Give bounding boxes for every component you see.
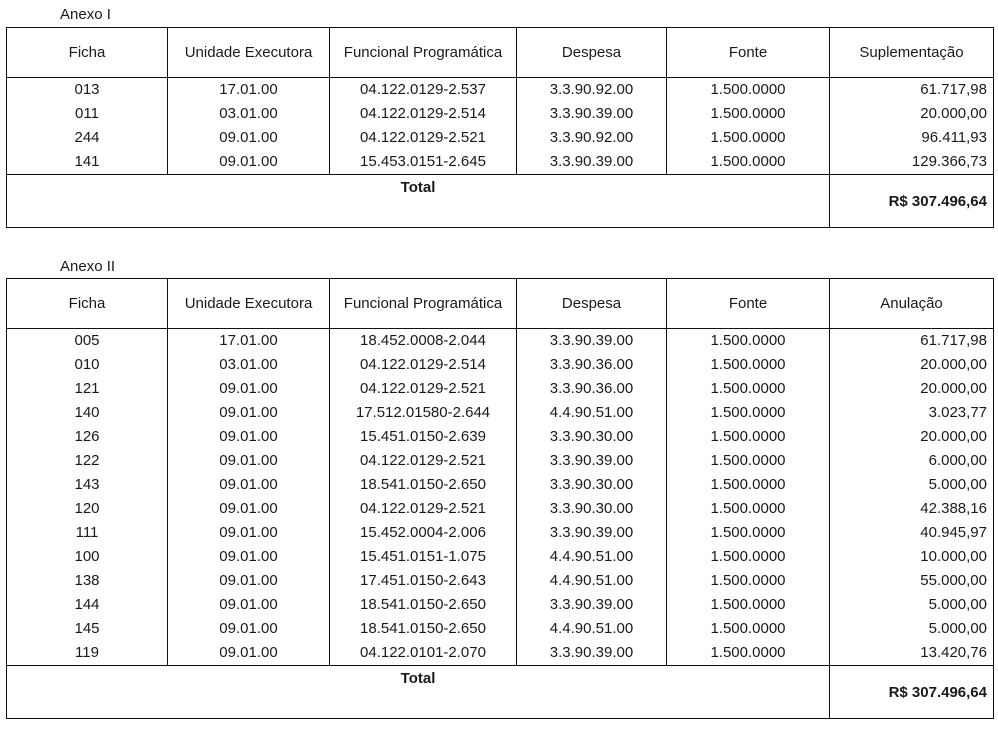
- unidade-cell: 03.01.00: [168, 102, 330, 126]
- ficha-cell: 011: [7, 102, 168, 126]
- fonte-cell: 1.500.0000: [667, 78, 830, 103]
- column-header-ficha: Ficha: [7, 279, 168, 329]
- fonte-cell: 1.500.0000: [667, 545, 830, 569]
- despesa-cell: 3.3.90.92.00: [517, 78, 667, 103]
- table-row: [7, 126, 994, 150]
- annex2-rows: [7, 329, 994, 666]
- funcional-cell: 15.452.0004-2.006: [330, 521, 517, 545]
- unidade-cell: 09.01.00: [168, 401, 330, 425]
- funcional-cell: 04.122.0129-2.521: [330, 126, 517, 150]
- column-header-unidade: Unidade Executora: [168, 279, 330, 329]
- despesa-cell: 3.3.90.39.00: [517, 641, 667, 666]
- fonte-cell: 1.500.0000: [667, 102, 830, 126]
- fonte-cell: 1.500.0000: [667, 521, 830, 545]
- ficha-cell: 143: [7, 473, 168, 497]
- funcional-cell: 15.451.0151-1.075: [330, 545, 517, 569]
- valor-cell: 20.000,00: [830, 377, 994, 401]
- table-row: [7, 593, 994, 617]
- fonte-cell: 1.500.0000: [667, 126, 830, 150]
- table-row: [7, 569, 994, 593]
- despesa-cell: 4.4.90.51.00: [517, 569, 667, 593]
- unidade-cell: 09.01.00: [168, 497, 330, 521]
- ficha-cell: 121: [7, 377, 168, 401]
- table-row: [7, 617, 994, 641]
- table-row: [7, 449, 994, 473]
- ficha-cell: 100: [7, 545, 168, 569]
- funcional-cell: 04.122.0129-2.537: [330, 78, 517, 103]
- fonte-cell: 1.500.0000: [667, 425, 830, 449]
- ficha-cell: 144: [7, 593, 168, 617]
- valor-cell: 61.717,98: [830, 78, 994, 103]
- despesa-cell: 3.3.90.36.00: [517, 377, 667, 401]
- despesa-cell: 3.3.90.39.00: [517, 449, 667, 473]
- fonte-cell: 1.500.0000: [667, 329, 830, 354]
- ficha-cell: 010: [7, 353, 168, 377]
- unidade-cell: 09.01.00: [168, 569, 330, 593]
- valor-cell: 129.366,73: [830, 150, 994, 175]
- despesa-cell: 3.3.90.30.00: [517, 497, 667, 521]
- column-header-suplementacao: Suplementação: [830, 28, 994, 78]
- ficha-cell: 120: [7, 497, 168, 521]
- fonte-cell: 1.500.0000: [667, 401, 830, 425]
- ficha-cell: 140: [7, 401, 168, 425]
- unidade-cell: 03.01.00: [168, 353, 330, 377]
- funcional-cell: 04.122.0129-2.521: [330, 497, 517, 521]
- funcional-cell: 04.122.0129-2.521: [330, 377, 517, 401]
- valor-cell: 40.945,97: [830, 521, 994, 545]
- fonte-cell: 1.500.0000: [667, 569, 830, 593]
- column-header-funcional: Funcional Programática: [330, 28, 517, 78]
- unidade-cell: 09.01.00: [168, 449, 330, 473]
- annex2-table: [6, 278, 994, 719]
- unidade-cell: 09.01.00: [168, 545, 330, 569]
- valor-cell: 10.000,00: [830, 545, 994, 569]
- fonte-cell: 1.500.0000: [667, 377, 830, 401]
- column-header-fonte: Fonte: [667, 279, 830, 329]
- valor-cell: 5.000,00: [830, 593, 994, 617]
- valor-cell: 55.000,00: [830, 569, 994, 593]
- ficha-cell: 138: [7, 569, 168, 593]
- despesa-cell: 3.3.90.30.00: [517, 425, 667, 449]
- column-header-despesa: Despesa: [517, 28, 667, 78]
- funcional-cell: 04.122.0129-2.514: [330, 353, 517, 377]
- fonte-cell: 1.500.0000: [667, 497, 830, 521]
- ficha-cell: 145: [7, 617, 168, 641]
- table-row: [7, 545, 994, 569]
- total-value: R$ 307.496,64: [830, 666, 994, 719]
- column-header-unidade: Unidade Executora: [168, 28, 330, 78]
- table-row: [7, 78, 994, 103]
- despesa-cell: 3.3.90.92.00: [517, 126, 667, 150]
- ficha-cell: 244: [7, 126, 168, 150]
- funcional-cell: 04.122.0101-2.070: [330, 641, 517, 666]
- table-row: [7, 377, 994, 401]
- unidade-cell: 17.01.00: [168, 78, 330, 103]
- table-row: [7, 473, 994, 497]
- despesa-cell: 4.4.90.51.00: [517, 401, 667, 425]
- annex1-caption: Anexo I: [60, 6, 111, 23]
- total-row: [7, 175, 994, 228]
- valor-cell: 5.000,00: [830, 473, 994, 497]
- funcional-cell: 04.122.0129-2.521: [330, 449, 517, 473]
- column-header-despesa: Despesa: [517, 279, 667, 329]
- total-row: [7, 666, 994, 719]
- funcional-cell: 15.453.0151-2.645: [330, 150, 517, 175]
- table-row: [7, 425, 994, 449]
- fonte-cell: 1.500.0000: [667, 150, 830, 175]
- despesa-cell: 3.3.90.30.00: [517, 473, 667, 497]
- fonte-cell: 1.500.0000: [667, 593, 830, 617]
- total-label: Total: [7, 175, 830, 228]
- header-row: [7, 279, 994, 329]
- despesa-cell: 3.3.90.39.00: [517, 102, 667, 126]
- valor-cell: 20.000,00: [830, 102, 994, 126]
- valor-cell: 3.023,77: [830, 401, 994, 425]
- valor-cell: 13.420,76: [830, 641, 994, 666]
- annex1-rows: [7, 78, 994, 175]
- column-header-fonte: Fonte: [667, 28, 830, 78]
- table-row: [7, 641, 994, 666]
- column-header-funcional: Funcional Programática: [330, 279, 517, 329]
- funcional-cell: 17.451.0150-2.643: [330, 569, 517, 593]
- funcional-cell: 15.451.0150-2.639: [330, 425, 517, 449]
- fonte-cell: 1.500.0000: [667, 641, 830, 666]
- unidade-cell: 09.01.00: [168, 593, 330, 617]
- annex1-table: [6, 27, 994, 228]
- ficha-cell: 005: [7, 329, 168, 354]
- table-row: [7, 150, 994, 175]
- table-row: [7, 102, 994, 126]
- ficha-cell: 013: [7, 78, 168, 103]
- valor-cell: 42.388,16: [830, 497, 994, 521]
- unidade-cell: 09.01.00: [168, 377, 330, 401]
- despesa-cell: 3.3.90.36.00: [517, 353, 667, 377]
- ficha-cell: 119: [7, 641, 168, 666]
- table-row: [7, 521, 994, 545]
- despesa-cell: 3.3.90.39.00: [517, 150, 667, 175]
- ficha-cell: 126: [7, 425, 168, 449]
- unidade-cell: 09.01.00: [168, 425, 330, 449]
- funcional-cell: 18.541.0150-2.650: [330, 617, 517, 641]
- unidade-cell: 09.01.00: [168, 473, 330, 497]
- despesa-cell: 4.4.90.51.00: [517, 617, 667, 641]
- unidade-cell: 09.01.00: [168, 126, 330, 150]
- valor-cell: 20.000,00: [830, 425, 994, 449]
- fonte-cell: 1.500.0000: [667, 353, 830, 377]
- funcional-cell: 17.512.01580-2.644: [330, 401, 517, 425]
- despesa-cell: 3.3.90.39.00: [517, 329, 667, 354]
- valor-cell: 96.411,93: [830, 126, 994, 150]
- table-row: [7, 353, 994, 377]
- funcional-cell: 18.541.0150-2.650: [330, 593, 517, 617]
- valor-cell: 5.000,00: [830, 617, 994, 641]
- funcional-cell: 18.452.0008-2.044: [330, 329, 517, 354]
- unidade-cell: 09.01.00: [168, 521, 330, 545]
- valor-cell: 20.000,00: [830, 353, 994, 377]
- column-header-anulacao: Anulação: [830, 279, 994, 329]
- despesa-cell: 3.3.90.39.00: [517, 521, 667, 545]
- fonte-cell: 1.500.0000: [667, 449, 830, 473]
- ficha-cell: 141: [7, 150, 168, 175]
- unidade-cell: 09.01.00: [168, 641, 330, 666]
- valor-cell: 6.000,00: [830, 449, 994, 473]
- valor-cell: 61.717,98: [830, 329, 994, 354]
- table-row: [7, 329, 994, 354]
- unidade-cell: 09.01.00: [168, 617, 330, 641]
- unidade-cell: 09.01.00: [168, 150, 330, 175]
- fonte-cell: 1.500.0000: [667, 617, 830, 641]
- ficha-cell: 111: [7, 521, 168, 545]
- header-row: [7, 28, 994, 78]
- table-row: [7, 497, 994, 521]
- fonte-cell: 1.500.0000: [667, 473, 830, 497]
- ficha-cell: 122: [7, 449, 168, 473]
- funcional-cell: 04.122.0129-2.514: [330, 102, 517, 126]
- funcional-cell: 18.541.0150-2.650: [330, 473, 517, 497]
- column-header-ficha: Ficha: [7, 28, 168, 78]
- table-row: [7, 401, 994, 425]
- despesa-cell: 3.3.90.39.00: [517, 593, 667, 617]
- unidade-cell: 17.01.00: [168, 329, 330, 354]
- despesa-cell: 4.4.90.51.00: [517, 545, 667, 569]
- total-value: R$ 307.496,64: [830, 175, 994, 228]
- annex2-caption: Anexo II: [60, 258, 116, 275]
- total-label: Total: [7, 666, 830, 719]
